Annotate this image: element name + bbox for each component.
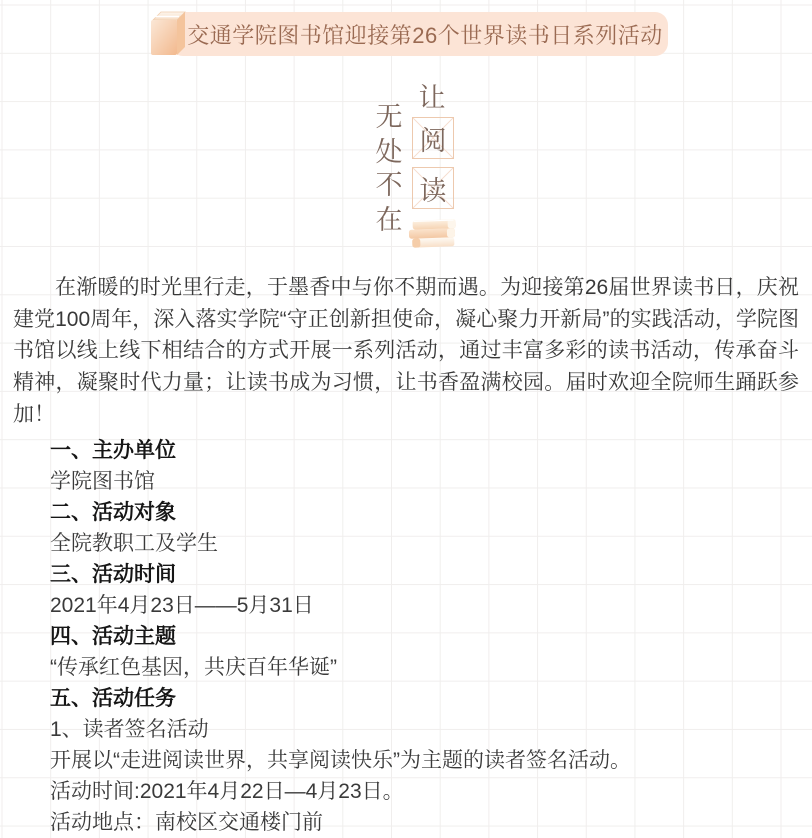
intro-paragraph: 在渐暖的时光里行走，于墨香中与你不期而遇。为迎接第26届世界读书日，庆祝建党100周年，深入落实学院“守正创新担使命，凝心聚力开新局”的实践活动，学院图书馆以线上线下相结合的方式开展一系列活动，通过丰富多彩的读书活动，传承奋斗精神，凝聚时代力量；让读书成为习惯，让书香盈满校园。届时欢迎全院师生踊跃参加！ bbox=[13, 276, 799, 426]
section-line: 全院教职工及学生 bbox=[50, 531, 218, 555]
slogan-char: 处 bbox=[375, 137, 403, 167]
section-line: 开展以“走进阅读世界，共享阅读快乐”为主题的读者签名活动。 bbox=[50, 748, 631, 772]
slogan-char: 在 bbox=[375, 205, 403, 235]
character-grid-box bbox=[412, 117, 454, 159]
section-line: 2021年4月23日——5月31日 bbox=[50, 593, 314, 617]
slogan-char: 读 bbox=[419, 175, 447, 206]
section-heading: 五、活动任务 bbox=[50, 686, 176, 710]
section-line: “传承红色基因，共庆百年华诞” bbox=[50, 655, 337, 679]
section-line: 1、读者签名活动 bbox=[50, 717, 209, 741]
slogan-char: 让 bbox=[418, 83, 446, 113]
banner-title: 交通学院图书馆迎接第26个世界读书日系列活动 bbox=[187, 22, 663, 48]
section-line: 活动地点：南校区交通楼门前 bbox=[50, 810, 323, 834]
slogan-char: 阅 bbox=[419, 125, 447, 156]
slogan-char: 不 bbox=[375, 170, 403, 200]
character-grid-box bbox=[412, 167, 454, 209]
section-heading: 四、活动主题 bbox=[50, 624, 176, 648]
books-stack-icon bbox=[406, 216, 458, 252]
article-sections bbox=[50, 435, 799, 838]
section-line: 活动时间:2021年4月22日—4月23日。 bbox=[50, 779, 404, 803]
book-icon bbox=[143, 7, 189, 61]
slogan-char: 无 bbox=[375, 102, 403, 132]
section-line: 学院图书馆 bbox=[50, 469, 155, 493]
reading-slogan bbox=[0, 80, 812, 252]
page-background bbox=[0, 12, 812, 834]
section-heading: 三、活动时间 bbox=[50, 562, 176, 586]
article-banner bbox=[170, 12, 668, 56]
section-heading: 二、活动对象 bbox=[50, 500, 176, 524]
section-heading: 一、主办单位 bbox=[50, 438, 176, 462]
